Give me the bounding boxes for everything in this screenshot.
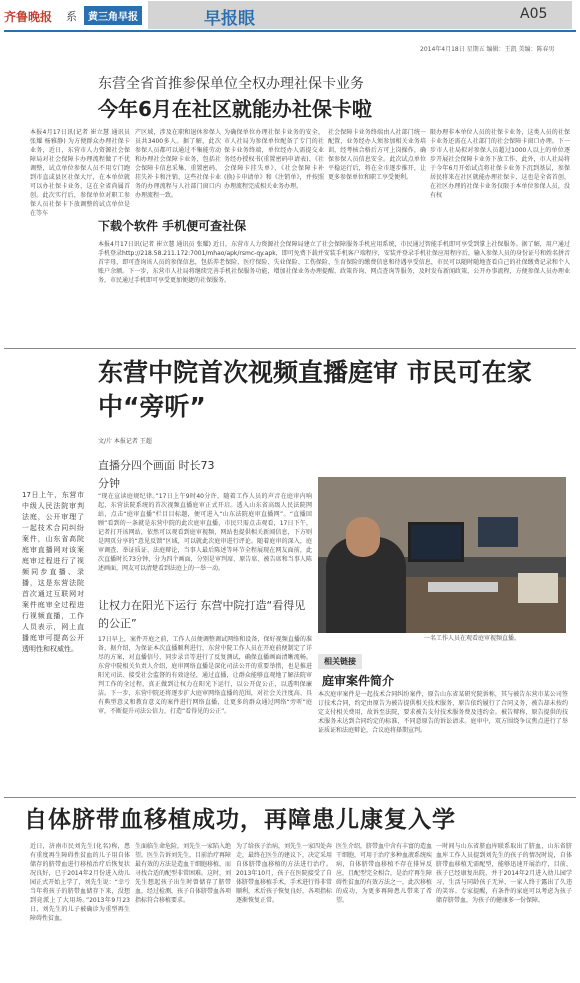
bottom-column: 为了给孩子治病，刘先生一家四处奔走，最终在医生的建议下，决定采用自体脐带血移植的方法进行治疗。2013年10月，孩子在医院接受了自体脐带血移植手术，手术进行得非常顺利，术后孩子恢复良好，各项指标逐渐恢复正常。: [236, 843, 333, 904]
main-body-part1: “现在宣读庭规纪律。”17日上午9时40分许，随着工作人员的声音在庭审内响起，东营法院系统的首次视频直播庭审正式开启。透入山东省高级人民法院网站，点击“庭审直播”栏目目标题，便可进入“山东法院庭审直播网”。“直播回顾”看到的一条就是东营中院的此次庭审直播，市民只需点击观看，17日下午，记者打开该网站，依然可以观看到庭审视频，网站也提供相关新闻信息，下方则是网页分享的“意见反馈”区域，可以就此次庭审进行评论。随着庭审的深入，庭审调查、举证质证、法庭辩论，当事人最后陈述等环节全程展现在网友面前，此次直播时长73分钟，分为四个画面，分别是审判席、原告席、被告席和当事人陈述画面，网友可以清楚看到法庭上的一举一动。: [98, 493, 312, 572]
news-photo: [318, 477, 566, 633]
page-number: A05: [520, 6, 548, 22]
related-title: 庭审案件简介: [322, 674, 395, 688]
main-byline: 文/片 本报记者 王超: [98, 438, 152, 445]
section-divider: [4, 797, 576, 798]
header-rule: [4, 30, 576, 32]
photo-folder: [518, 573, 558, 603]
weekly-tag: 黄三角早报: [84, 6, 142, 25]
paper-logo: 齐鲁晚报: [4, 10, 53, 24]
bottom-column: 医生介绍，脐带血中含有丰富的造血干细胞，可用于治疗多种血液系统疾病，自体脐带血移植不存在排异反应，且配型完全相合，是治疗再生障碍性贫血的有效方法之一，此次移植的成功，为更多再障患儿带来了希望。: [336, 843, 433, 904]
article1-column: 社会保障卡业务终端由人社部门统一配置，业务经办人须参加相关业务培训，经考核合格后方可上岗操作，确保参保人员信息安全。此次试点单位平稳运行后，将在全市逐步推开，让更多参保单位和职工享受便利。: [328, 129, 426, 181]
photo-caption: 一名工作人员在观看庭审视频直播。: [424, 635, 521, 642]
photo-wall-screen: [478, 517, 518, 547]
bottom-column: 生面临生命危险，刘先生一家陷入绝望。医生告诉刘先生，目前治疗再障最有效的方法是造血干细胞移植，而寻找合适的配型非常困难。这时，刘先生想起孩子出生时曾储存了脐带血，经过检测，孩子自体脐带血各项指标符合移植要求。: [135, 843, 232, 904]
bottom-column: 一时间与山东省脐血库联系取出了脐血，山东省脐血库工作人员提到刘先生的孩子的情况时说，自体脐带血移植无需配型，能够迅速开展治疗，目前，孩子已经康复出院，并于2014年2月进入幼儿园学习，生活与同龄孩子无异，一家人终于露出了久违的笑容。专家提醒，有条件的家庭可以考虑为孩子储存脐带血，为孩子的健康多一份保障。: [436, 843, 572, 904]
article2-body: 本报4月17日讯(记者 崔立慧 通讯员 张耀) 近日，东营市人力资源社会保障局建立了社会保障服务手机应用系统，市民通过智能手机即可享受到掌上社保服务。据了解，用户通过手机登录http://218.58.211.172:7001/mhao/apk/rsmc-qy.apk，即可免费下载并安装手机客户端程序，安装并登录手机社保应用程序后，输入参保人员的身份证号和姓名拼音首字母，即可查询该人员的参保信息，包括养老保险、医疗保险、失业保险、工伤保险、生育保险的缴费信息和待遇享受信息，市民可以随时随地查看自己的社保缴费记录和个人账户余额。下一步，东营市人社局将继续完善手机社保服务功能，增加社保业务办理提醒、政策咨询、网点查询等服务，及时发布新闻政策，公开办事流程，方便参保人员办理业务，市民通过手机即可享受更加便捷的社保服务。: [98, 241, 570, 284]
article1-subtitle: 东营全省首推参保单位全权办理社保卡业务: [98, 76, 364, 92]
article1-column: 本报4月17日讯(记者 崔立慧 通讯员 张耀 杨雅静) 为方便群众办理社保卡业务，近日，东营市人力资源社会保障局对社会保障卡办理流程做了不优调整，试点单位参保人员不用专门跑到市直或县区社保大厅，在本单位就可以办社保卡业务，这在全省尚属首创。此次实行后，参保单位对职工参保人员社保卡下放调整的试点单位是在等车: [30, 129, 130, 217]
main-lead-sidebar: 17日上午，东营市中级人民法院审判法庭，公开审理了一起技术合同纠纷案件，山东省高院庭审直播网对该案庭审过程进行了视频同步直播、录播，这是东营法院首次通过互联网对案件庭审全过程进行视频直播，工作人员表示，网上直播庭审可提高公开透明性和权威性。: [22, 491, 84, 653]
photo-person-head: [346, 517, 380, 557]
main-subhead-2: 让权力在阳光下运行 东营中院打造“看得见的公正”: [98, 599, 306, 630]
section-divider: [4, 348, 576, 349]
photo-keyboard: [428, 582, 498, 592]
article1-column: 限办理非本单位人员的社保卡业务，这类人员的社保卡业务还需在人社部门的社会保障卡窗口办理。下一步市人社局拟对参保人员超过1000人以上的单位逐步开展社会保障卡业务下放工作，此外，市人社局将于今年6月开始试点将社保卡业务下沉到基层，参保居民将来在社区就能办理社保卡，这也是全省首创，在社区办理的社保卡业务仅限于本单位参保人员，没有权: [430, 129, 570, 199]
article1-column: 产区域，涉及在职和退休参保人员共3400多人。据了解，此次参保人员都可以通过不集能劳动和办理社会保障卡业务，包括社会保障卡信息采集、重置密码、挂失补卡和注销，这些社保卡业务的办理流程与人社部门窗口内办理流程一致。: [135, 129, 221, 199]
related-body: 本次庭审案件是一起技术合同纠纷案件，原告山东省某研究院诉称，其与被告东营市某公司签订技术合同，约定由原告为被告提供相关技术服务，原告依约履行了合同义务，被告却未按约定支付相关费用，故诉至法院，要求被告支付技术服务费及违约金。被告辩称，原告提供的技术服务未达到合同约定的标准，不同意原告的诉讼请求。庭审中，双方围绕争议焦点进行了举证质证和法庭辩论，合议庭将择期宣判。: [318, 691, 568, 734]
main-headline: 东营中院首次视频直播庭审 市民可在家中“旁听”: [98, 358, 532, 421]
bottom-column: 近日，济南市民刘先生(化名)称，患有重度再生障碍性贫血的儿子用自体储存的脐带血进行移植治疗后恢复状况良好，已于2014年2月份进入幼儿园正式开始上学了，刘先生说：“幸亏当年将孩子的脐带血储存下来，没想到竟派上了大用场。”2013年9月23日，刘先生的儿子被确诊为重型再生障碍性贫血，: [30, 843, 130, 922]
article2-headline: 下载个软件 手机便可查社保: [98, 219, 247, 233]
bottom-headline: 自体脐带血移植成功，再障患儿康复入学: [24, 807, 456, 833]
article1-headline: 今年6月在社区就能办社保卡啦: [98, 97, 372, 121]
main-body-part2: 17日早上，案件开庭之前，工作人员便调整调试网络和设备，保好视频直播的准备，据介绍，为保证本次直播顺利进行，东营中院工作人员在开庭前便制定了详尽的方案，对直播信号、同步录音等进行了反复测试，确保直播画面清晰流畅。东营中院相关负责人介绍，庭审网络直播是深化司法公开的重要举措，也是推进阳光司法、接受社会监督的有效途径，通过直播，让群众能够直观地了解法院审判工作的全过程，真正做到让权力在阳光下运行，以公开促公正，以透明保廉洁。下一步，东营中院还将逐步扩大庭审网络直播的范围，对社会关注度高、具有典型意义和教育意义的案件进行网络直播，让更多的群众通过网络“旁听”庭审，不断提升司法公信力，打造“看得见的公正”。: [98, 636, 312, 715]
related-link-tag: 相关链接: [318, 654, 362, 669]
article1-column: 为确保单位办理社保卡业务的安全，市人社局为参保单位配备了专门的社保卡业务终端，单位经办人需提交业务经办授权书(重置密码申请表)、《社会保障卡挂失单》、《社会保障卡补(换)卡申请单》和《注销单》，并按照办理流程完成相关业务办理。: [224, 129, 324, 190]
issue-meta: 2014年4月18日 星期五 编辑：王凯 美编：陈春男: [420, 46, 555, 53]
main-subhead-1: 直播分四个画面 时长73分钟: [98, 459, 215, 490]
section-title: 早报眼: [204, 9, 255, 29]
series-label: 系: [66, 10, 77, 23]
photo-monitor: [408, 522, 464, 562]
